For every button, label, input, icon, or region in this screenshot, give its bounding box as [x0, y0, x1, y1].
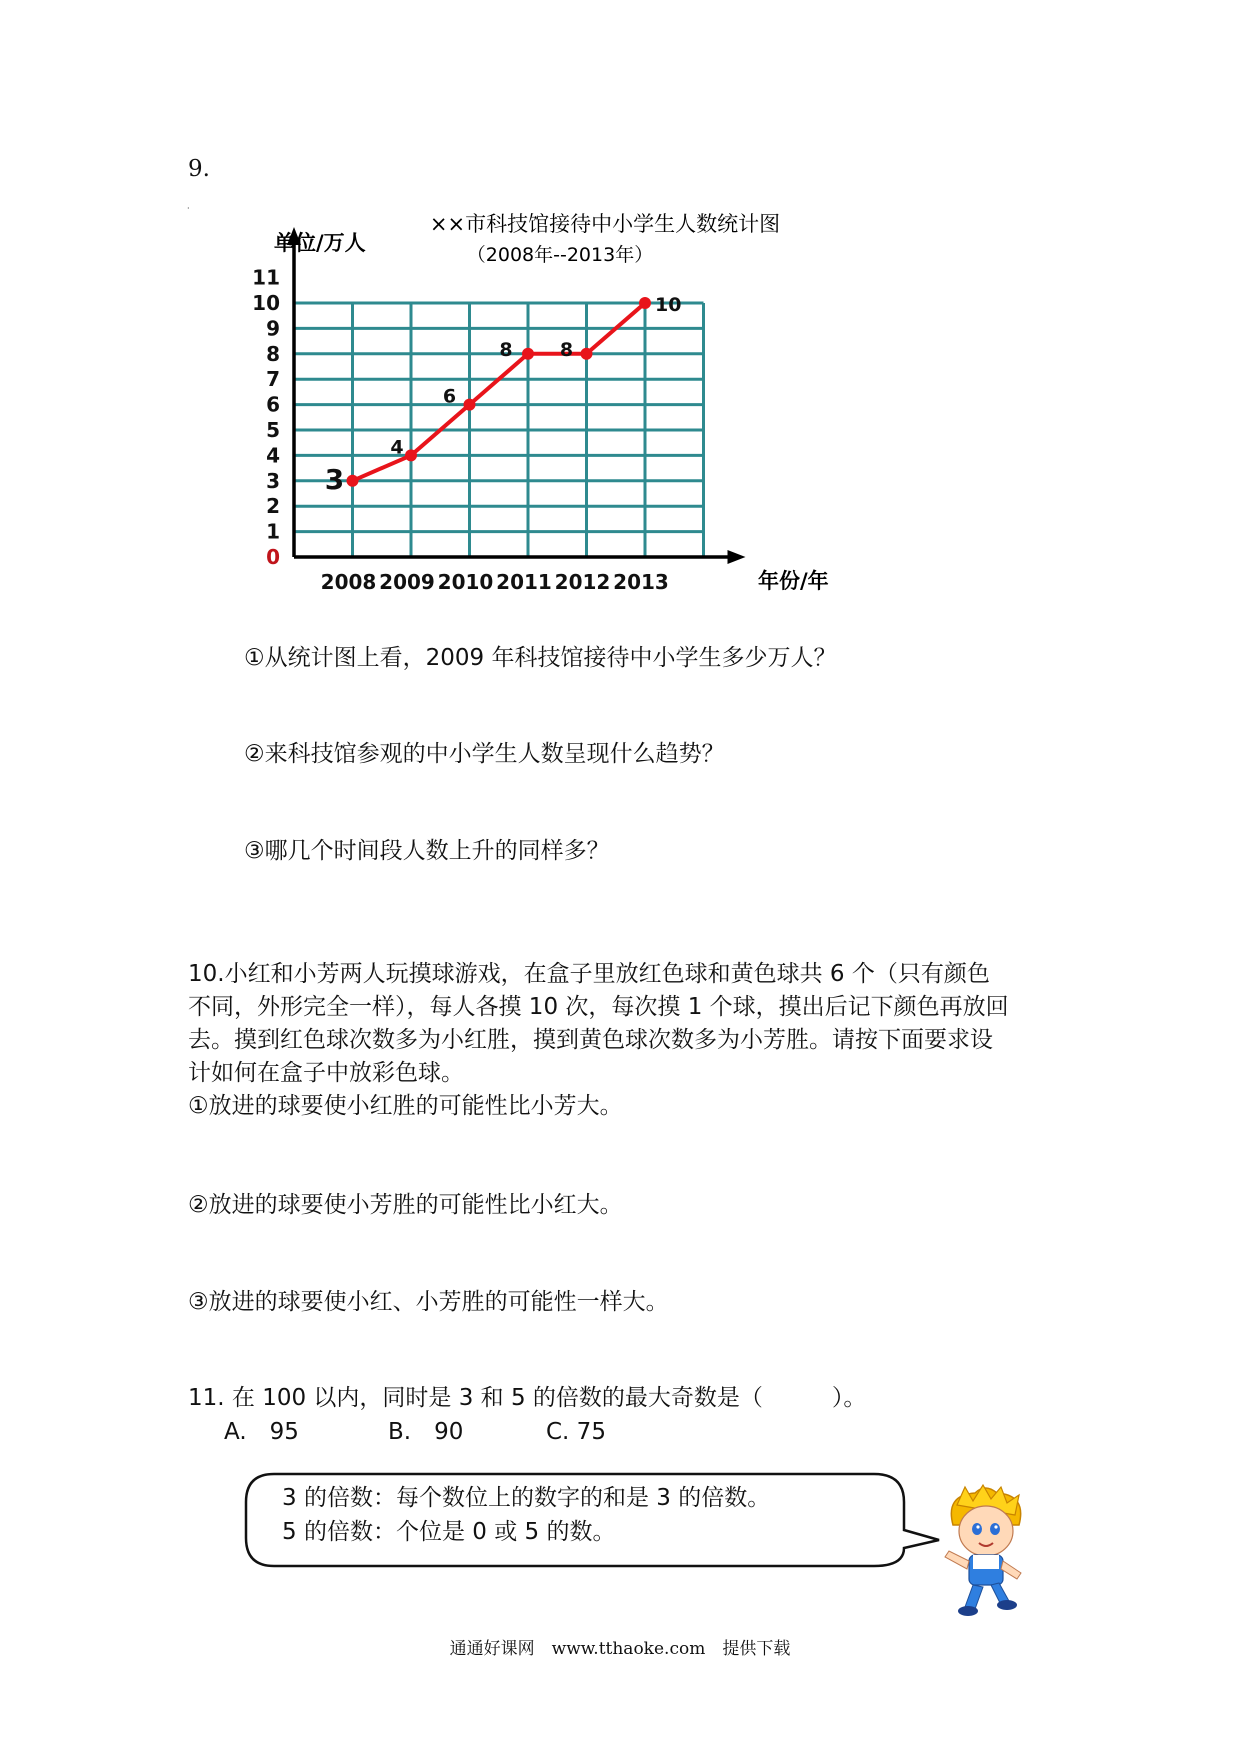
data-label: 6 [442, 385, 457, 408]
question-9-sub1: ①从统计图上看，2009 年科技馆接待中小学生多少万人？ [244, 645, 837, 671]
hint-line-1: 3 的倍数：每个数位上的数字的和是 3 的倍数。 [282, 1485, 771, 1511]
question-10-sub1: ①放进的球要使小红胜的可能性比小芳大。 [188, 1093, 623, 1119]
question-10-sub2: ②放进的球要使小芳胜的可能性比小红大。 [188, 1192, 623, 1218]
question-9-sub2: ②来科技馆参观的中小学生人数呈现什么趋势？ [244, 741, 725, 767]
cartoon-boy-icon [935, 1485, 1035, 1620]
x-tick-label: 2013 [613, 570, 669, 594]
x-tick-label: 2011 [496, 570, 552, 594]
chart-subtitle: （2008年--2013年） [466, 244, 654, 266]
y-tick-label: 2 [266, 494, 280, 519]
y-tick-label: 1 [266, 519, 280, 544]
question-10-line: 不同，外形完全一样），每人各摸 10 次，每次摸 1 个球，摸出后记下颜色再放回 [188, 994, 1009, 1020]
y-tick-label: 3 [266, 468, 280, 493]
data-point [464, 399, 476, 411]
data-label: 10 [655, 294, 682, 316]
y-tick-label: 10 [252, 291, 280, 315]
data-point [405, 449, 417, 461]
y-tick-label: 4 [266, 443, 280, 468]
data-label: 3 [324, 462, 345, 496]
data-label: 8 [499, 338, 513, 361]
data-point [581, 348, 593, 360]
chart-xlabel: 年份/年 [758, 569, 829, 593]
data-point [347, 475, 359, 487]
x-tick-label: 2012 [554, 570, 611, 594]
chart-title: ××市科技馆接待中小学生人数统计图 [429, 212, 781, 236]
question-9-number: 9. [188, 156, 210, 182]
chart-axes [287, 227, 746, 564]
option-a: A. 95 [224, 1419, 299, 1445]
data-label: 4 [390, 436, 404, 459]
y-tick-label: 8 [266, 341, 280, 366]
data-point [522, 348, 534, 360]
question-9-sub3: ③哪几个时间段人数上升的同样多？ [244, 838, 610, 864]
option-b: B. 90 [388, 1419, 464, 1445]
line-chart [252, 205, 860, 605]
question-10-sub3: ③放进的球要使小红、小芳胜的可能性一样大。 [188, 1289, 669, 1315]
x-axis-arrow [728, 550, 746, 564]
y-tick-label: 11 [252, 265, 280, 290]
chart-ylabel: 单位/万人 [274, 231, 366, 255]
y-tick-label: 7 [266, 367, 280, 392]
data-label: 8 [559, 338, 574, 361]
question-10-line: 计如何在盒子中放彩色球。 [188, 1060, 464, 1086]
y-tick-label: 0 [266, 545, 280, 569]
question-10-line: 去。摸到红色球次数多为小红胜，摸到黄色球次数多为小芳胜。请按下面要求设 [188, 1027, 993, 1053]
y-tick-label: 9 [266, 316, 280, 341]
y-tick-label: 5 [266, 418, 280, 442]
question-10-text [188, 958, 1068, 1123]
x-tick-label: 2008 [320, 570, 377, 594]
data-point [639, 297, 651, 309]
footer-credit: 通通好课网 www.tthaoke.com 提供下载 [449, 1639, 791, 1659]
hint-line-2: 5 的倍数：个位是 0 或 5 的数。 [282, 1519, 616, 1545]
stray-mark: · [187, 204, 190, 213]
option-c: C. 75 [546, 1419, 606, 1445]
question-11-text: 11. 在 100 以内，同时是 3 和 5 的倍数的最大奇数是（ ）。 [188, 1385, 867, 1411]
x-tick-label: 2010 [437, 570, 494, 594]
x-tick-label: 2009 [379, 570, 435, 594]
question-10-line: 10.小红和小芳两人玩摸球游戏，在盒子里放红色球和黄色球共 6 个（只有颜色 [188, 961, 990, 987]
y-tick-label: 6 [266, 392, 280, 417]
